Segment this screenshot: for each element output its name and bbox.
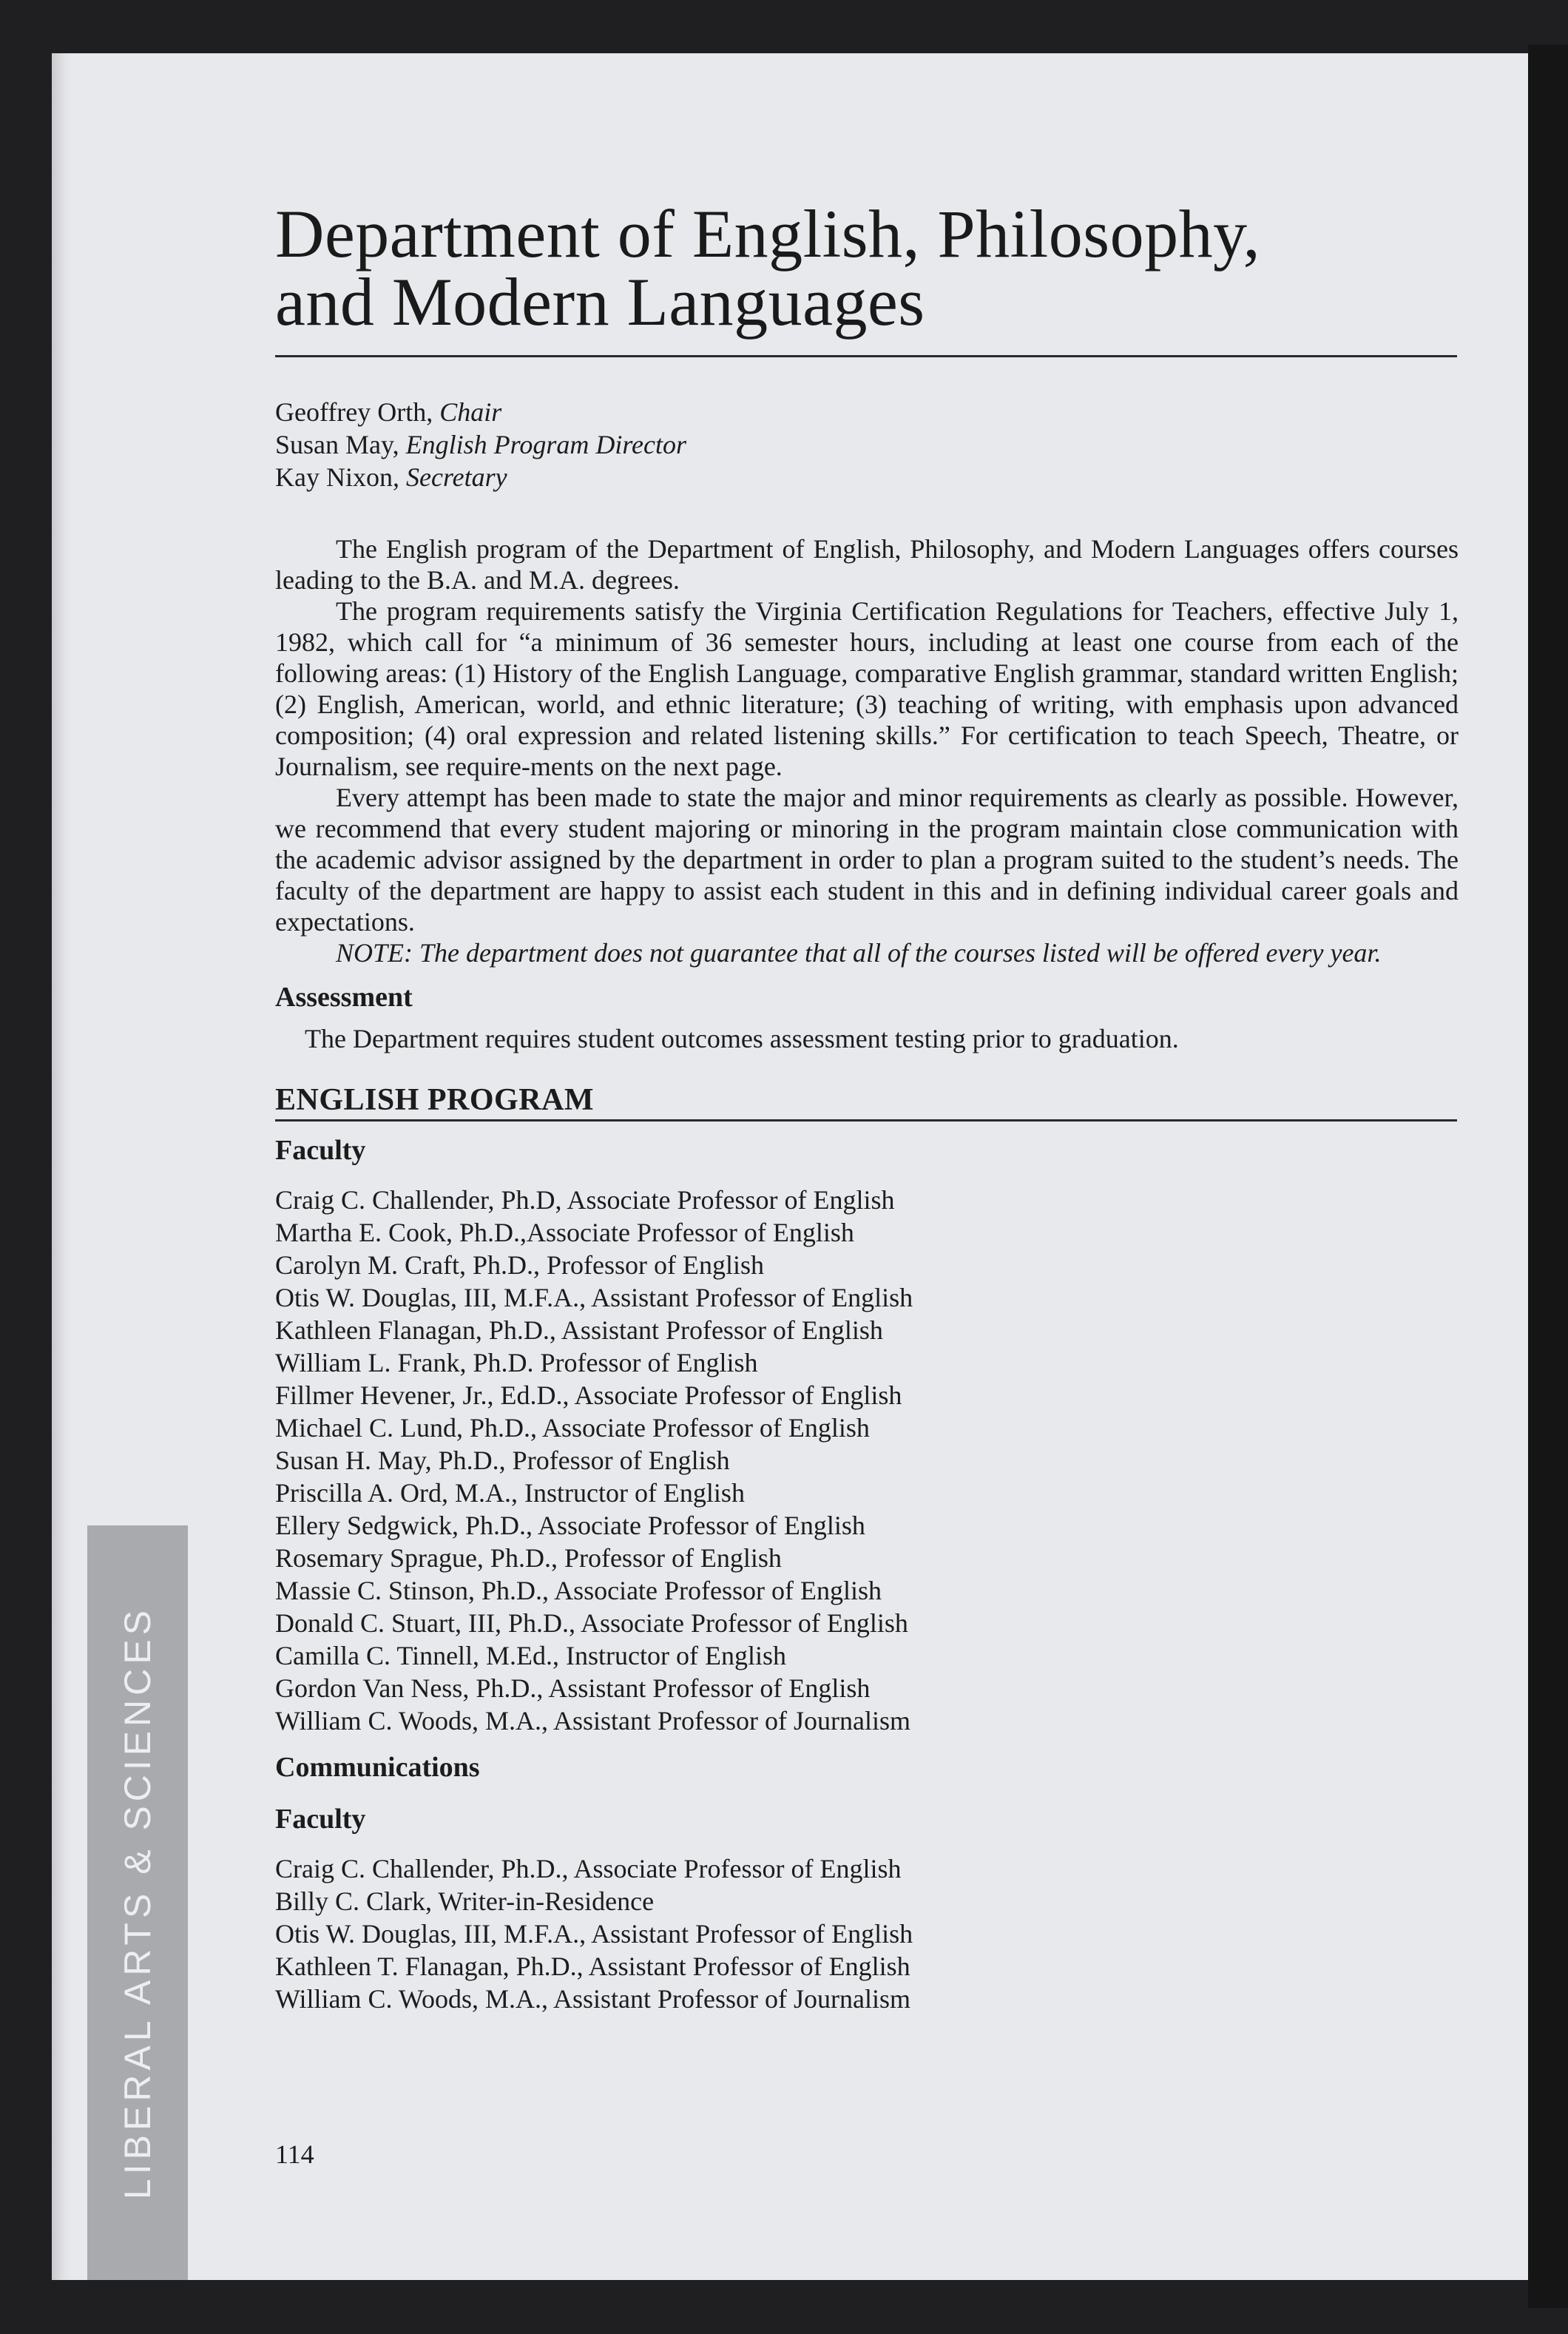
staff-role: English Program Director [405,430,686,459]
faculty-entry: Massie C. Stinson, Ph.D., Associate Professor of English [275,1576,882,1605]
faculty-entry: Donald C. Stuart, III, Ph.D., Associate Professor of English [275,1608,908,1638]
faculty-entry: William L. Frank, Ph.D. Professor of English [275,1348,758,1377]
section-rule [275,1119,1457,1122]
faculty-entry: Billy C. Clark, Writer-in-Residence [275,1886,655,1916]
staff-name: Geoffrey Orth, [275,397,433,427]
staff-role: Chair [439,397,502,427]
english-program-heading: ENGLISH PROGRAM [275,1083,595,1117]
faculty-entry: Otis W. Douglas, III, M.F.A., Assistant Professor of English [275,1283,913,1312]
faculty-entry: William C. Woods, M.A., Assistant Professor of Journalism [275,1984,910,2014]
assessment-text: The Department requires student outcomes assessment testing prior to graduation. [305,1024,1179,1053]
staff-name: Kay Nixon, [275,462,399,492]
faculty-entry: Rosemary Sprague, Ph.D., Professor of English [275,1543,782,1573]
faculty-entry: William C. Woods, M.A., Assistant Professor of Journalism [275,1706,910,1736]
staff-role: Secretary [405,462,507,492]
intro-paragraph: The English program of the Department of English, Philosophy, and Modern Languages offers courses leading to the B.A. and M.A. degrees. [275,534,1459,595]
title-rule [275,355,1457,357]
faculty-entry: Camilla C. Tinnell, M.Ed., Instructor of English [275,1641,786,1670]
advising-paragraph: Every attempt has been made to state the major and minor requirements as clearly as possible. However, we recommend that every student majoring or minoring in the program maintain close communication with the academic advisor assigned by the department in order to plan a program suited to the student’s needs. The faculty of the department are happy to assist each student in this and in defining individual career goals and expectations. [275,783,1459,937]
communications-heading: Communications [275,1752,480,1783]
faculty-entry: Priscilla A. Ord, M.A., Instructor of English [275,1478,745,1508]
page-title-line-1: Department of English, Philosophy, [275,196,1261,271]
staff-entry [275,396,1459,428]
page-title [275,196,1459,340]
faculty-entry: Fillmer Hevener, Jr., Ed.D., Associate Professor of English [275,1380,902,1410]
page-title-line-2: and Modern Languages [275,264,925,340]
page-number: 114 [275,2139,314,2169]
faculty-entry: Kathleen T. Flanagan, Ph.D., Assistant Professor of English [275,1952,910,1981]
page-edge [52,53,72,2280]
staff-name: Susan May, [275,430,399,459]
assessment-heading: Assessment [275,982,413,1013]
faculty-entry: Susan H. May, Ph.D., Professor of English [275,1446,730,1475]
communications-faculty-heading: Faculty [275,1804,366,1835]
faculty-entry: Gordon Van Ness, Ph.D., Assistant Professor of English [275,1673,871,1703]
faculty-entry: Martha E. Cook, Ph.D.,Associate Professor of English [275,1218,854,1247]
page-content [275,196,1459,2015]
faculty-entry: Carolyn M. Craft, Ph.D., Professor of English [275,1250,764,1280]
staff-entry [275,428,1459,461]
certification-paragraph: The program requirements satisfy the Virginia Certification Regulations for Teachers, effective July 1, 1982, which call for “a minimum of 36 semester hours, including at least one course from each of the following areas: (1) History of the English Language, comparative English grammar, standard written English; (2) English, American, world, and ethnic literature; (3) teaching of writing, with emphasis upon advanced composition; (4) oral expression and related listening skills.” For certification to teach Speech, Theatre, or Journalism, see require-ments on the next page. [275,596,1459,781]
staff-entry [275,461,1459,493]
faculty-entry: Kathleen Flanagan, Ph.D., Assistant Professor of English [275,1315,883,1345]
communications-faculty-list [275,1852,1459,2015]
faculty-entry: Ellery Sedgwick, Ph.D., Associate Professor of English [275,1511,865,1540]
binding-shadow [1528,44,1568,2308]
english-faculty-heading: Faculty [275,1135,366,1166]
faculty-entry: Otis W. Douglas, III, M.F.A., Assistant Professor of English [275,1919,913,1949]
faculty-entry: Michael C. Lund, Ph.D., Associate Professor of English [275,1413,870,1443]
side-tab-label: LIBERAL ARTS & SCIENCES [117,1605,158,2200]
faculty-entry: Craig C. Challender, Ph.D, Associate Professor of English [275,1185,895,1215]
staff-list [275,396,1459,493]
note-paragraph: NOTE: The department does not guarantee that all of the courses listed will be offered every year. [336,938,1382,968]
faculty-entry: Craig C. Challender, Ph.D., Associate Professor of English [275,1854,902,1883]
english-faculty-list [275,1184,1459,1737]
